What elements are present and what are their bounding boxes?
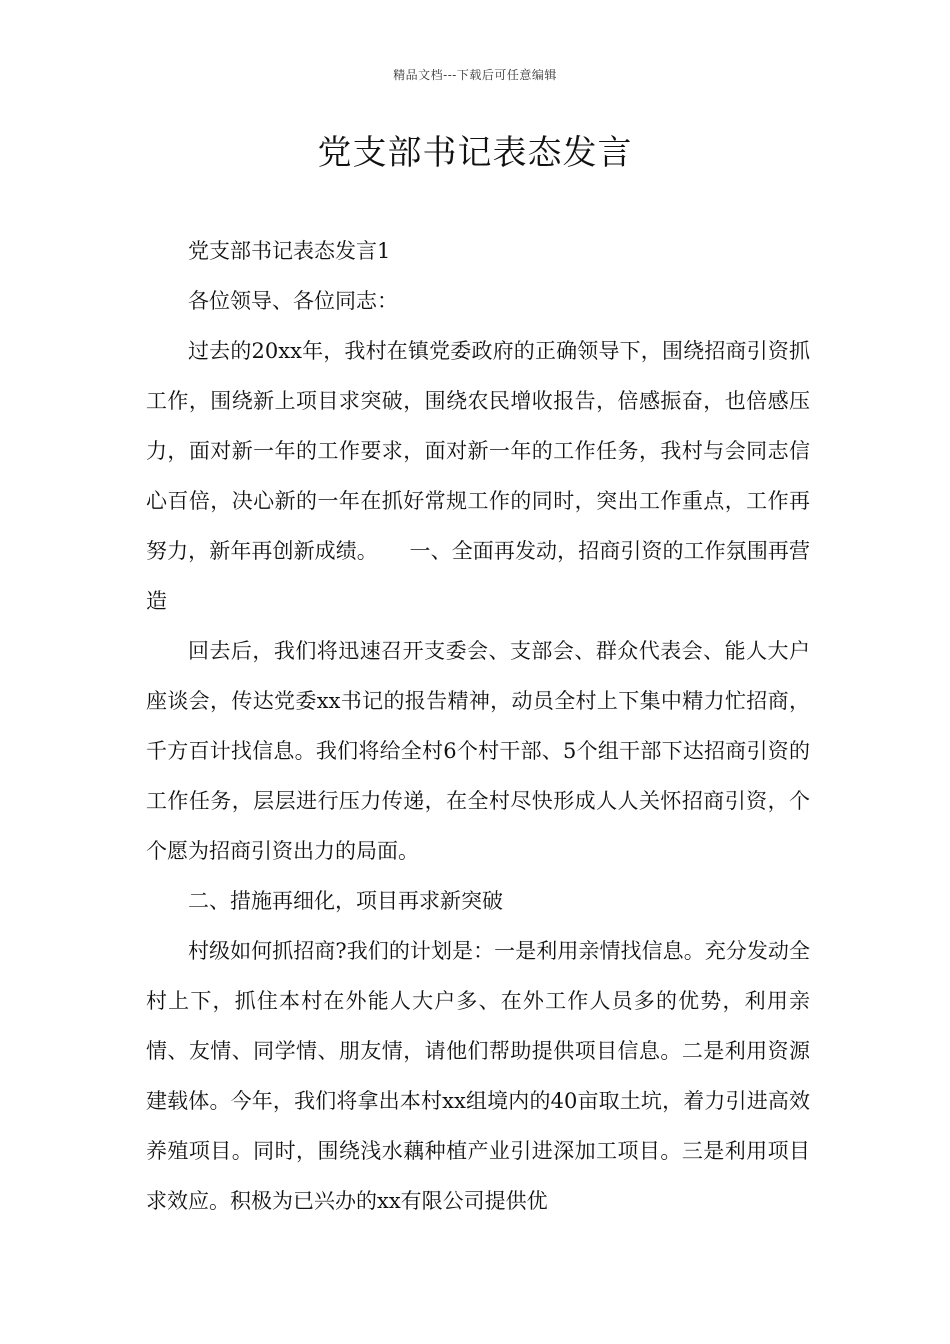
document-body	[146, 226, 810, 1226]
paragraph-subtitle: 党支部书记表态发言1	[188, 239, 391, 263]
paragraph-heading-two: 二、措施再细化，项目再求新突破	[188, 889, 503, 913]
paragraph-measures: 村级如何抓招商?我们的计划是：一是利用亲情找信息。充分发动全村上下，抓住本村在外能人大户多、在外工作人员多的优势，利用亲情、友情、同学情、朋友情，请他们帮助提供项目信息。二是利用资源建载体。今年，我们将拿出本村xx组境内的40亩取土坑，着力引进高效养殖项目。同时，围绕浅水藕种植产业引进深加工项目。三是利用项目求效应。积极为已兴办的xx有限公司提供优	[146, 939, 810, 1213]
paragraph-mobilize: 回去后，我们将迅速召开支委会、支部会、群众代表会、能人大户座谈会，传达党委xx书记的报告精神，动员全村上下集中精力忙招商，千方百计找信息。我们将给全村6个村干部、5个组干部下达招商引资的工作任务，层层进行压力传递，在全村尽快形成人人关怀招商引资，个个愿为招商引资出力的局面。	[146, 639, 810, 863]
paragraph-salutation: 各位领导、各位同志：	[188, 289, 398, 313]
paragraph-intro: 过去的20xx年，我村在镇党委政府的正确领导下，围绕招商引资抓工作，围绕新上项目求突破，围绕农民增收报告，倍感振奋，也倍感压力，面对新一年的工作要求，面对新一年的工作任务，我村与会同志信心百倍，决心新的一年在抓好常规工作的同时，突出工作重点，工作再努力，新年再创新成绩。 一、全面再发动，招商引资的工作氛围再营造	[146, 339, 810, 613]
header-note: 精品文档---下载后可任意编辑	[393, 68, 557, 82]
document-title: 党支部书记表态发言	[317, 133, 633, 173]
